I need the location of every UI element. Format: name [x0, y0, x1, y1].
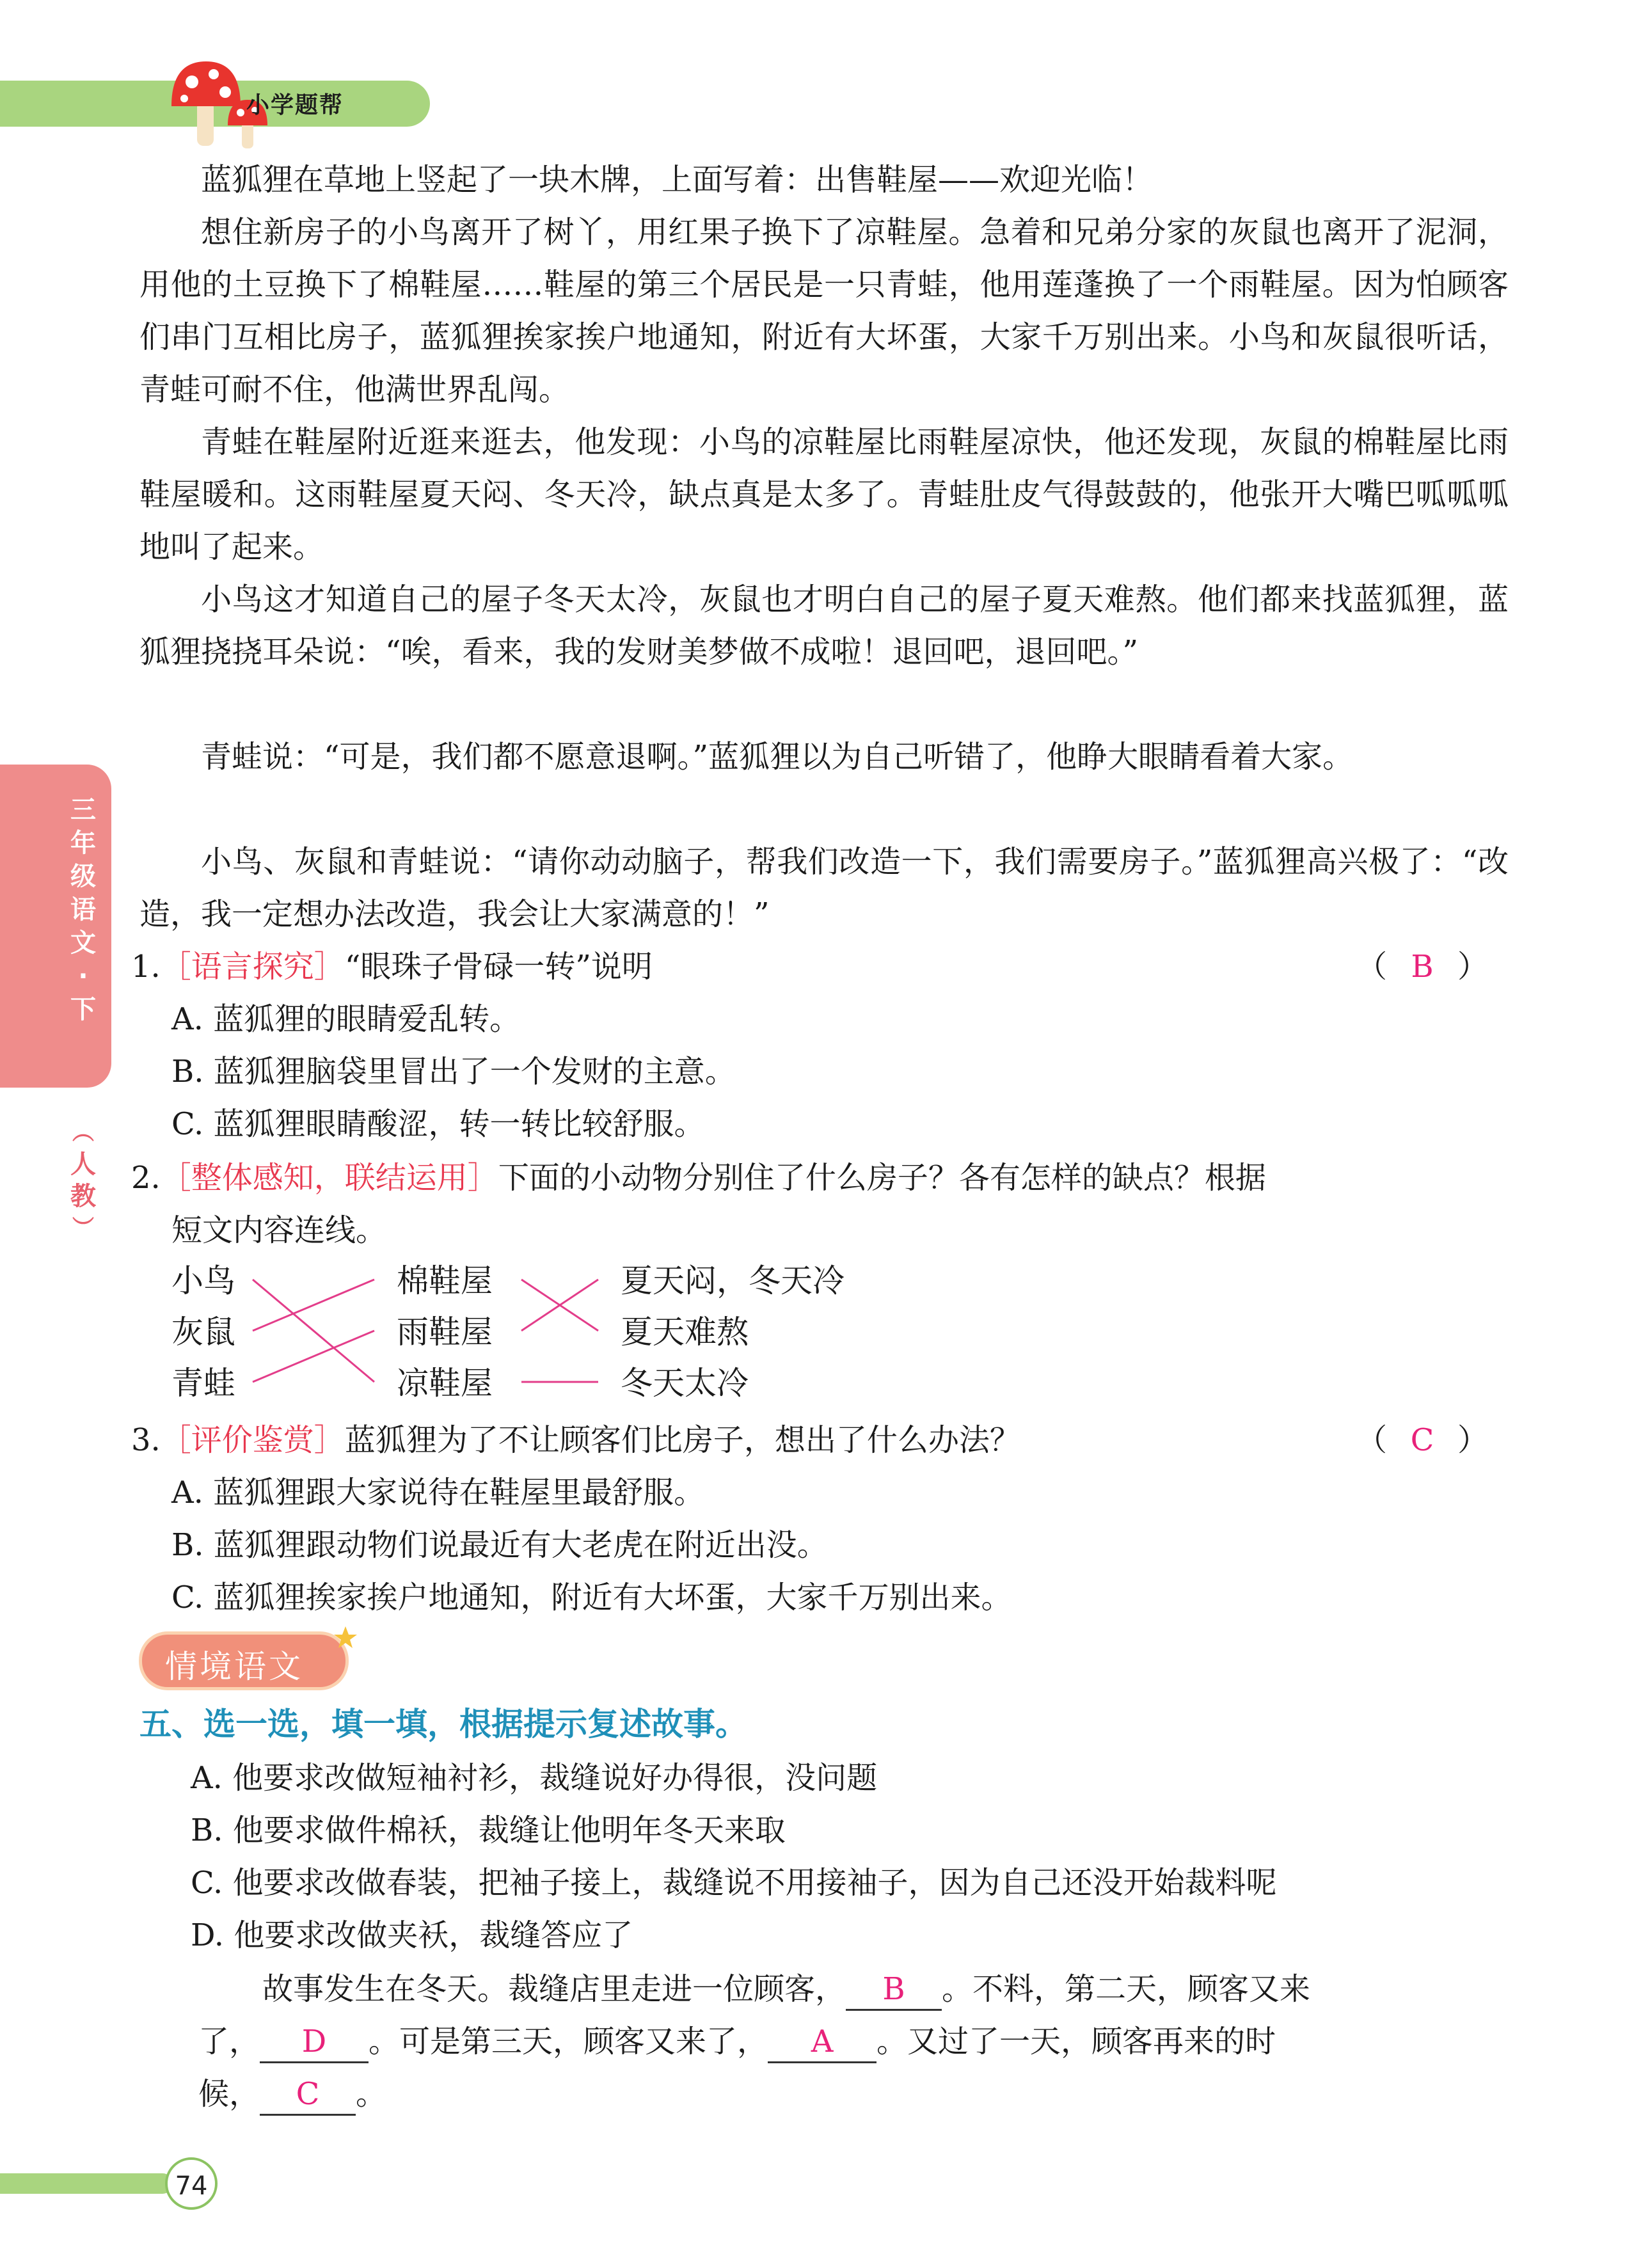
page-number: 74 [165, 2157, 218, 2210]
flaw-cold: 冬天太冷 [621, 1365, 749, 1402]
fill-blank-4: C [260, 2074, 356, 2116]
s5-option-a: A. 他要求改做短袖衬衫，裁缝说好办得很，没问题 [191, 1760, 878, 1796]
animal-frog: 青蛙 [171, 1365, 235, 1402]
match-line-frog-rain [253, 1331, 374, 1382]
q3-option-c: C. 蓝狐狸挨家挨户地通知，附近有大坏蛋，大家千万别出来。 [171, 1580, 1012, 1615]
question-text: “眼珠子骨碌一转”说明 [344, 949, 653, 985]
story-paragraph-5: 青蛙说：“可是，我们都不愿意退啊。”蓝狐狸以为自己听错了，他睁大眼睛看着大家。 [201, 739, 1354, 775]
question-tag: ［语言探究］ [160, 949, 345, 985]
paren-right: ） [1457, 949, 1489, 985]
match-line-bird-sandal [253, 1280, 374, 1382]
fill-text: 故事发生在冬天。裁缝店里走进一位顾客， [262, 1971, 846, 2007]
q1-option-b: B. 蓝狐狸脑袋里冒出了一个发财的主意。 [171, 1054, 736, 1090]
s5-option-b: B. 他要求做件棉袄，裁缝让他明年冬天来取 [191, 1812, 786, 1848]
house-rain: 雨鞋屋 [397, 1313, 493, 1351]
story-fill-line-3 [198, 2068, 386, 2120]
story-fill-line-1 [262, 1963, 1310, 2015]
q1-option-c: C. 蓝狐狸眼睛酸涩，转一转比较舒服。 [171, 1106, 705, 1142]
section-5-title: 五、选一选，填一填，根据提示复述故事。 [139, 1706, 747, 1743]
story-fill-line-2 [198, 2015, 1276, 2068]
fill-text: 了， [198, 2024, 260, 2059]
question-2-stem-line2: 短文内容连线。 [171, 1212, 387, 1248]
question-number: 3. [131, 1422, 161, 1458]
paren-left: （ [1356, 949, 1388, 985]
fill-text: 。不料，第二天，顾客又来 [942, 1971, 1311, 2007]
fill-blank-1: B [846, 1969, 942, 2011]
flaw-hot-cold: 夏天闷，冬天冷 [621, 1262, 845, 1299]
header-title: 小学题帮 [246, 92, 344, 118]
story-paragraph-6: 小鸟、灰鼠和青蛙说：“请你动动脑子，帮我们改造一下，我们需要房子。”蓝狐狸高兴极了：“改造，我一定想办法改造，我会让大家满意的！” [139, 844, 1509, 932]
footer-bar [0, 2173, 173, 2194]
q3-option-b: B. 蓝狐狸跟动物们说最近有大老虎在附近出没。 [171, 1527, 828, 1563]
question-number: 2. [131, 1160, 161, 1196]
edition-text: 人教 [70, 1150, 96, 1211]
answer-letter: C [1410, 1422, 1434, 1458]
animal-bird: 小鸟 [171, 1262, 235, 1299]
story-paragraph-1: 蓝狐狸在草地上竖起了一块木牌，上面写着：出售鞋屋——欢迎光临！ [201, 162, 1154, 198]
q3-option-a: A. 蓝狐狸跟大家说待在鞋屋里最舒服。 [171, 1475, 705, 1511]
story-paragraph-3: 青蛙在鞋屋附近逛来逛去，他发现：小鸟的凉鞋屋比雨鞋屋凉快，他还发现，灰鼠的棉鞋屋比雨鞋屋暖和。这雨鞋屋夏天闷、冬天冷，缺点真是太多了。青蛙肚皮气得鼓鼓的，他张开大嘴巴呱呱呱地叫了起来。 [139, 424, 1509, 565]
s5-option-d: D. 他要求改做夹袄，裁缝答应了 [191, 1917, 633, 1953]
question-tag: ［评价鉴赏］ [160, 1422, 345, 1458]
house-sandal: 凉鞋屋 [397, 1365, 493, 1402]
question-text: 蓝狐狸为了不让顾客们比房子，想出了什么办法？ [344, 1422, 1020, 1458]
q1-option-a: A. 蓝狐狸的眼睛爱乱转。 [171, 1001, 521, 1037]
answer-letter: B [1411, 949, 1434, 985]
paren-left: （ [1356, 1422, 1388, 1458]
match-line-mouse-cotton [253, 1280, 374, 1331]
fill-blank-3: A [768, 2022, 876, 2063]
question-3-stem [131, 1414, 1020, 1466]
story-paragraph-2: 想住新房子的小鸟离开了树丫，用红果子换下了凉鞋屋。急着和兄弟分家的灰鼠也离开了泥洞，用他的土豆换下了棉鞋屋……鞋屋的第三个居民是一只青蛙，他用莲蓬换了一个雨鞋屋。因为怕顾客们串门互相比房子，蓝狐狸挨家挨户地通知，附近有大坏蛋，大家千万别出来。小鸟和灰鼠很听话，青蛙可耐不住，他满世界乱闯。 [139, 214, 1509, 408]
s5-option-c: C. 他要求改做春装，把袖子接上，裁缝说不用接袖子，因为自己还没开始裁料呢 [191, 1865, 1277, 1901]
paren-right: ） [1457, 1422, 1489, 1458]
flaw-hot: 夏天难熬 [621, 1313, 749, 1351]
question-3-answer [1356, 1414, 1488, 1466]
situation-badge-label: 情境语文 [165, 1648, 303, 1685]
fill-blank-2: D [260, 2022, 369, 2063]
fill-text: 。又过了一天，顾客再来的时 [876, 2024, 1276, 2059]
question-text: 下面的小动物分别住了什么房子？各有怎样的缺点？根据 [498, 1160, 1266, 1196]
animal-mouse: 灰鼠 [171, 1313, 235, 1351]
side-tab-edition: ︵ 人教 ︶ [67, 1116, 99, 1244]
fill-text: 。 [356, 2076, 387, 2112]
house-cotton: 棉鞋屋 [397, 1262, 493, 1299]
question-tag: ［整体感知，联结运用］ [160, 1160, 498, 1196]
fill-text: 候， [198, 2076, 260, 2112]
question-number: 1. [131, 949, 161, 985]
story-paragraph-4: 小鸟这才知道自己的屋子冬天太冷，灰鼠也才明白自己的屋子夏天难熬。他们都来找蓝狐狸，蓝狐狸挠挠耳朵说：“唉，看来，我的发财美梦做不成啦！退回吧，退回吧。” [139, 582, 1509, 670]
fill-text: 。可是第三天，顾客又来了， [369, 2024, 768, 2059]
side-tab-title: 三年级语文·下 [70, 795, 96, 1024]
star-icon [333, 1625, 358, 1651]
